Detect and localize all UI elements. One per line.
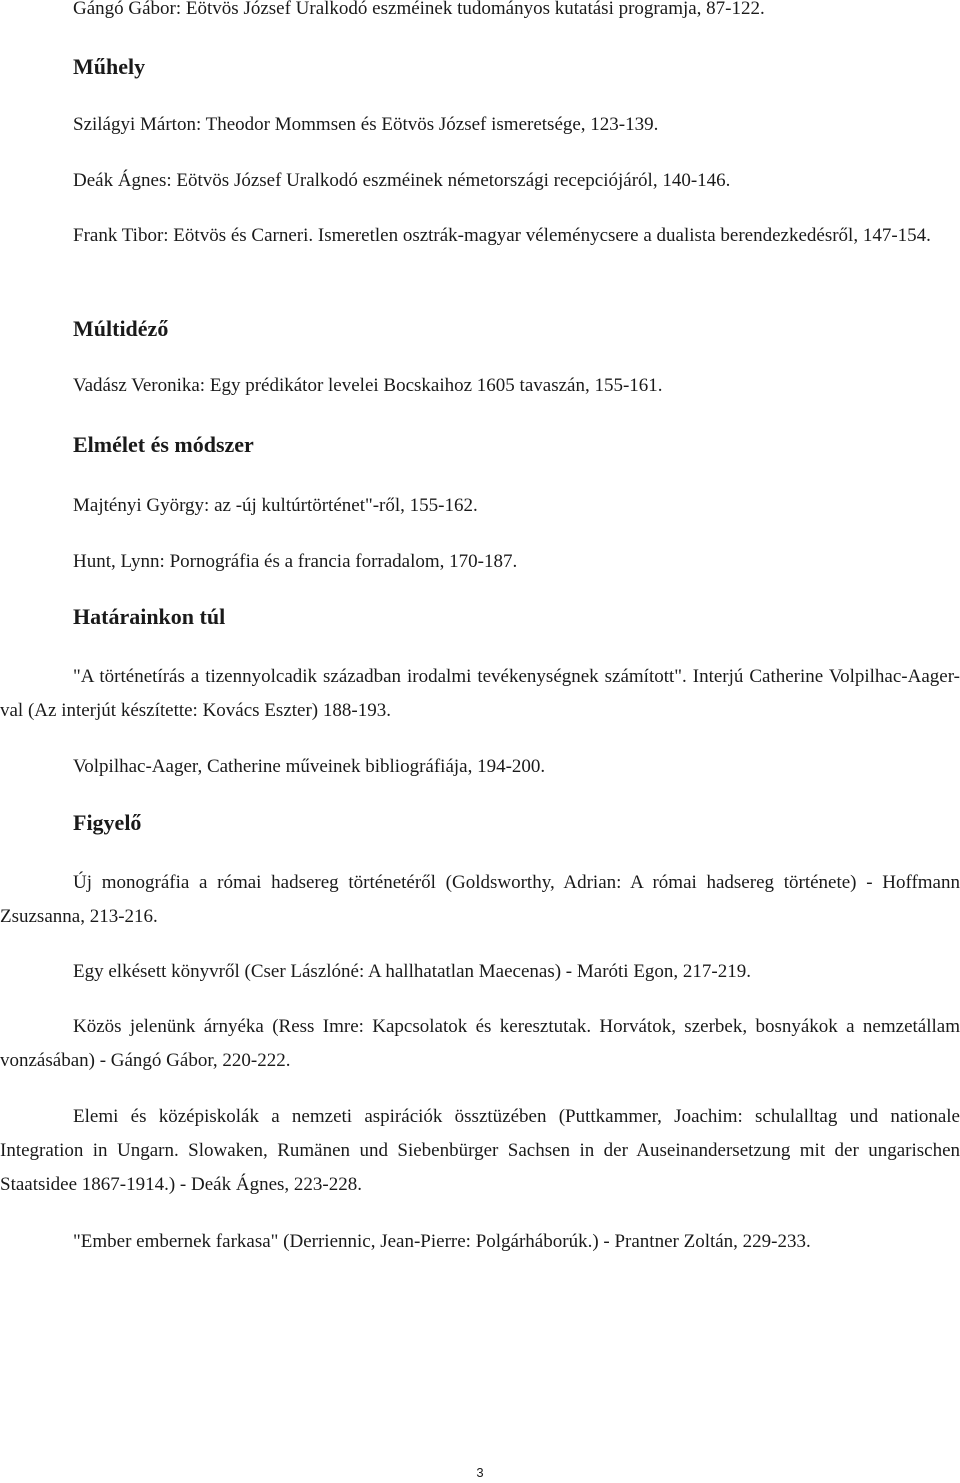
toc-entry-volpilhac-bibliografia: Volpilhac-Aager, Catherine műveinek bibliográfiája, 194-200. [73, 756, 546, 777]
toc-entry-frank: Frank Tibor: Eötvös és Carneri. Ismeretlen osztrák-magyar véleménycsere a dualista berendezkedésről, 147-154. [73, 225, 931, 246]
toc-entry-elkesett-konyv: Egy elkésett könyvről (Cser Lászlóné: A hallhatatlan Maecenas) - Maróti Egon, 217-219. [73, 961, 752, 982]
section-heading-muhely: Műhely [73, 54, 146, 79]
toc-entry-interju: "A történetírás a tizennyolcadik században irodalmi tevékenységnek számított". Interjú Catherine Volpilhac-Aager-val (Az interjút készítette: Kovács Eszter) 188-193. [0, 666, 960, 721]
toc-entry-uj-monografia: Új monográfia a római hadsereg történetéről (Goldsworthy, Adrian: A római hadsereg története) - Hoffmann Zsuzsanna, 213-216. [0, 872, 960, 927]
toc-entry-vadasz: Vadász Veronika: Egy prédikátor levelei Bocskaihoz 1605 tavaszán, 155-161. [73, 375, 663, 396]
section-heading-hatarainkon-tul: Határainkon túl [73, 604, 226, 629]
toc-entry-kozos-jelenunk: Közös jelenünk árnyéka (Ress Imre: Kapcsolatok és keresztutak. Horvátok, szerbek, bosnyákok a nemzetállam vonzásában) - Gángó Gábor, 220-222. [0, 1016, 960, 1071]
toc-entry-majtenyi: Majtényi György: az -új kultúrtörténet"-ről, 155-162. [73, 495, 478, 516]
toc-entry-ember-embernek-farkasa: "Ember embernek farkasa" (Derriennic, Jean-Pierre: Polgárháborúk.) - Prantner Zoltán, 229-233. [73, 1231, 811, 1252]
toc-entry-gango-eotvos: Gángó Gábor: Eötvös József Uralkodó eszméinek tudományos kutatási programja, 87-122. [73, 0, 765, 19]
section-heading-elmelet-es-modszer: Elmélet és módszer [73, 432, 254, 457]
toc-entry-elemi-es-kozepiskolak: Elemi és középiskolák a nemzeti aspirációk össztüzében (Puttkammer, Joachim: schulalltag und nationale Integration in Ungarn. Slowaken, Rumänen und Siebenbürger Sachsen in der Auseinandersetzung mit der ungarischen Staatsidee 1867-1914.) - Deák Ágnes, 223-228. [0, 1106, 960, 1195]
page-number: 3 [476, 1465, 484, 1480]
toc-entry-hunt: Hunt, Lynn: Pornográfia és a francia forradalom, 170-187. [73, 551, 518, 572]
toc-entry-deak-recepcio: Deák Ágnes: Eötvös József Uralkodó eszméinek németországi recepciójáról, 140-146. [73, 170, 731, 191]
toc-entry-szilagyi: Szilágyi Márton: Theodor Mommsen és Eötvös József ismeretsége, 123-139. [73, 114, 659, 135]
section-heading-multidezo: Múltidéző [73, 316, 169, 341]
section-heading-figyelo: Figyelő [73, 810, 142, 835]
